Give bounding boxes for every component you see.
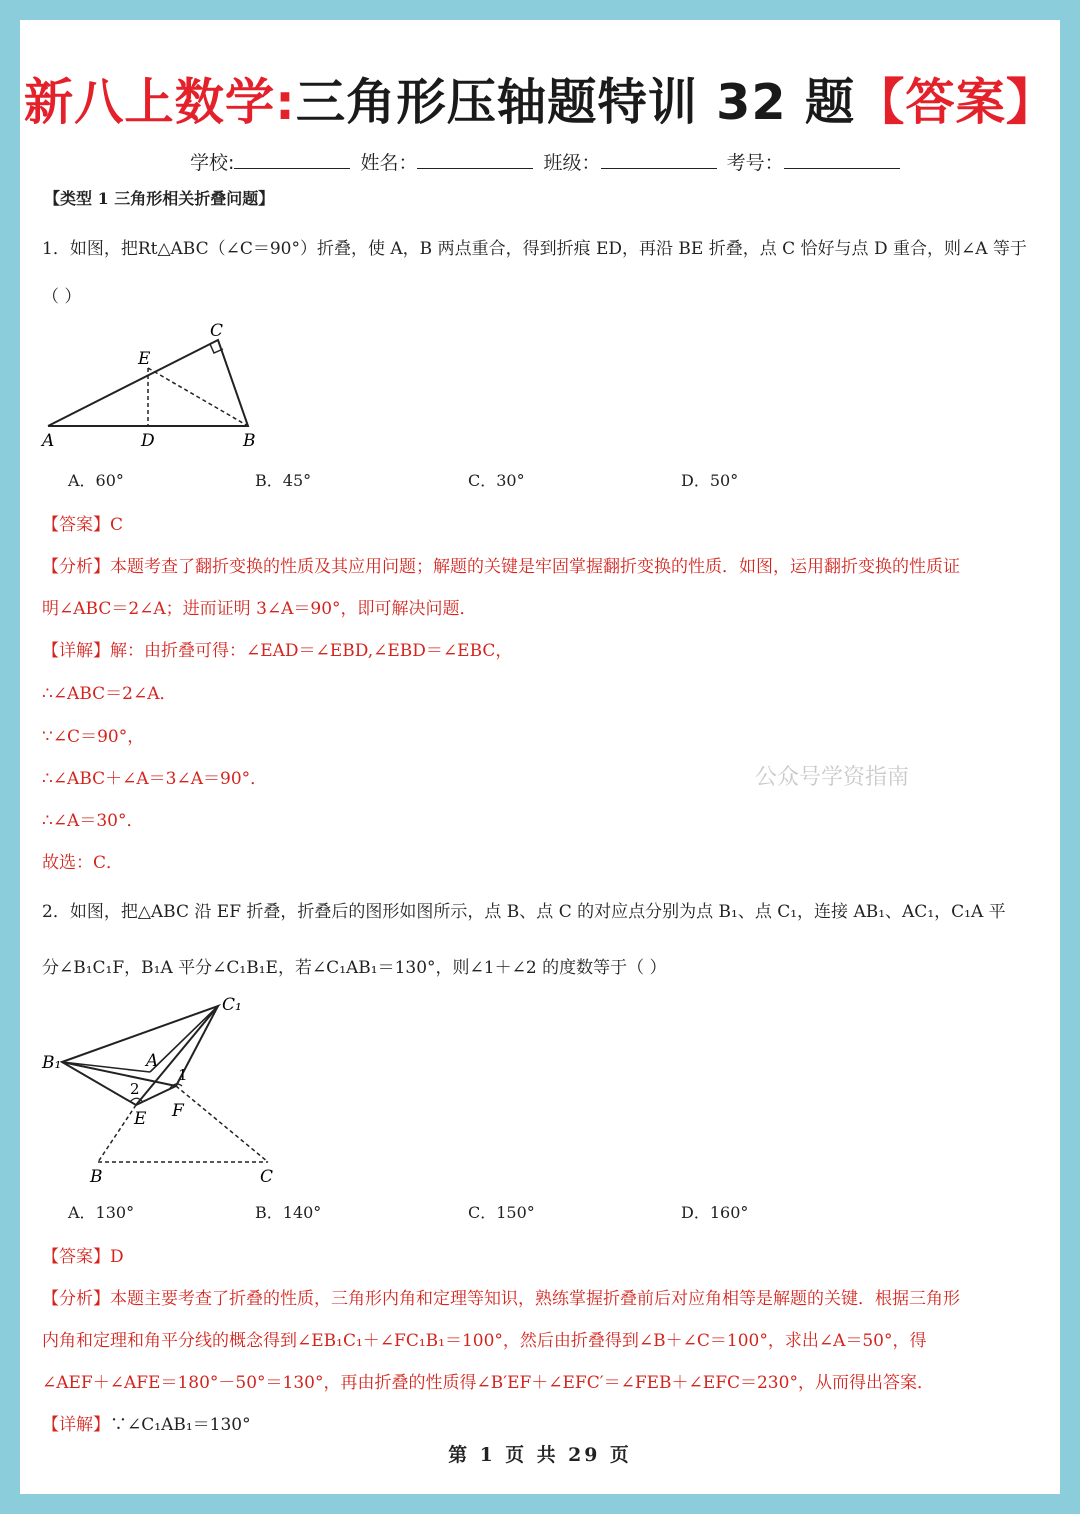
title-prefix: 新八上数学: <box>23 73 296 131</box>
q2-answer: 【答案】D <box>42 1247 124 1267</box>
title-main: 三角形压轴题特训 32 题 <box>295 73 856 131</box>
crease-be <box>148 368 248 426</box>
class-label: 班级： <box>543 152 601 174</box>
q1-step-2: ∵∠C＝90°， <box>42 727 145 747</box>
label-angle-2: 2 <box>130 1080 140 1098</box>
q1-analysis-line2: 明∠ABC＝2∠A；进而证明 3∠A＝90°，即可解决问题． <box>42 599 477 619</box>
folded-triangle <box>62 1006 218 1105</box>
title-answer: 【答案】 <box>855 73 1057 131</box>
section-heading: 【类型 1 三角形相关折叠问题】 <box>44 189 275 208</box>
segment-ef <box>136 1086 176 1105</box>
q2-option-a[interactable]: A．130° <box>68 1203 135 1222</box>
label-a: A <box>42 431 55 451</box>
label-e: E <box>134 1109 147 1129</box>
q1-step-4: ∴∠A＝30°． <box>42 811 144 831</box>
segment-f-c <box>176 1086 268 1162</box>
page-footer: 第 1 页 共 29 页 <box>448 1444 632 1466</box>
exam-number-label: 考号： <box>726 152 784 174</box>
label-a: A <box>146 1051 159 1071</box>
q1-option-d[interactable]: D．50° <box>681 471 739 490</box>
q2-analysis-line2: 内角和定理和角平分线的概念得到∠EB₁C₁＋∠FC₁B₁＝100°，然后由折叠得到∠B＋∠C＝100°，求出∠A＝50°，得 <box>42 1331 927 1351</box>
q1-option-c[interactable]: C．30° <box>468 471 525 490</box>
class-field[interactable] <box>601 150 717 169</box>
q2-detail <box>42 1410 251 1435</box>
school-field[interactable] <box>234 150 350 169</box>
q1-option-a[interactable]: A．60° <box>68 471 124 490</box>
segment-b1-f <box>62 1062 176 1086</box>
label-angle-1: 1 <box>178 1066 188 1084</box>
q2-option-c[interactable]: C．150° <box>468 1203 535 1222</box>
q2-stem-line2: 分∠B₁C₁F，B₁A 平分∠C₁B₁E，若∠C₁AB₁＝130°，则∠1＋∠2 的度数等于（ ） <box>42 958 667 978</box>
label-b1: B₁ <box>42 1053 62 1073</box>
q2-detail-label: 【详解】 <box>42 1415 110 1435</box>
q2-figure <box>38 988 278 1188</box>
q1-detail: 【详解】解：由折叠可得：∠EAD＝∠EBD,∠EBD＝∠EBC， <box>42 641 513 661</box>
q2-stem-line1: 2．如图，把△ABC 沿 EF 折叠，折叠后的图形如图所示，点 B、点 C 的对应点分别为点 B₁、点 C₁，连接 AB₁、AC₁，C₁A 平 <box>42 902 1006 922</box>
segment-e-b <box>98 1105 136 1162</box>
label-c: C <box>260 1167 274 1187</box>
school-label: 学校: <box>190 152 235 174</box>
student-info-row <box>190 148 904 175</box>
label-f: F <box>172 1101 184 1121</box>
q1-option-b[interactable]: B．45° <box>255 471 312 490</box>
q2-analysis-line1: 【分析】本题主要考查了折叠的性质，三角形内角和定理等知识，熟练掌握折叠前后对应角相等是解题的关键．根据三角形 <box>42 1289 960 1309</box>
segment-c1-a <box>150 1006 218 1072</box>
name-label: 姓名： <box>360 152 418 174</box>
q2-analysis-line3: ∠AEF＋∠AFE＝180°－50°＝130°，再由折叠的性质得∠B′EF＋∠EFC′＝∠FEB＋∠EFC＝230°，从而得出答案． <box>42 1373 934 1393</box>
label-c1: C₁ <box>222 995 242 1015</box>
q1-step-1: ∴∠ABC＝2∠A． <box>42 684 177 704</box>
exam-number-field[interactable] <box>784 150 900 169</box>
document-page <box>20 20 1060 1494</box>
q1-stem: 1．如图，把Rt△ABC（∠C＝90°）折叠，使 A，B 两点重合，得到折痕 ED，再沿 BE 折叠，点 C 恰好与点 D 重合，则∠A 等于 <box>42 239 1027 259</box>
q1-step-3: ∴∠ABC＋∠A＝3∠A＝90°． <box>42 769 268 789</box>
q2-option-b[interactable]: B．140° <box>255 1203 322 1222</box>
watermark: 公众号学资指南 <box>755 765 910 790</box>
q2-detail-text: ∵∠C₁AB₁＝130° <box>110 1415 251 1435</box>
q1-analysis-line1: 【分析】本题考查了翻折变换的性质及其应用问题；解题的关键是牢固掌握翻折变换的性质．如图，运用翻折变换的性质证 <box>42 557 960 577</box>
q1-stem-end: （ ） <box>42 287 82 307</box>
name-field[interactable] <box>417 150 533 169</box>
label-b: B <box>243 431 256 451</box>
label-e: E <box>138 349 151 369</box>
q1-choice: 故选：C． <box>42 853 124 873</box>
label-d: D <box>141 431 155 451</box>
label-c: C <box>210 321 224 341</box>
label-b: B <box>90 1167 103 1187</box>
page-title <box>20 72 1060 132</box>
q2-option-d[interactable]: D．160° <box>681 1203 749 1222</box>
q1-answer: 【答案】C <box>42 515 124 535</box>
q1-figure <box>38 316 298 456</box>
